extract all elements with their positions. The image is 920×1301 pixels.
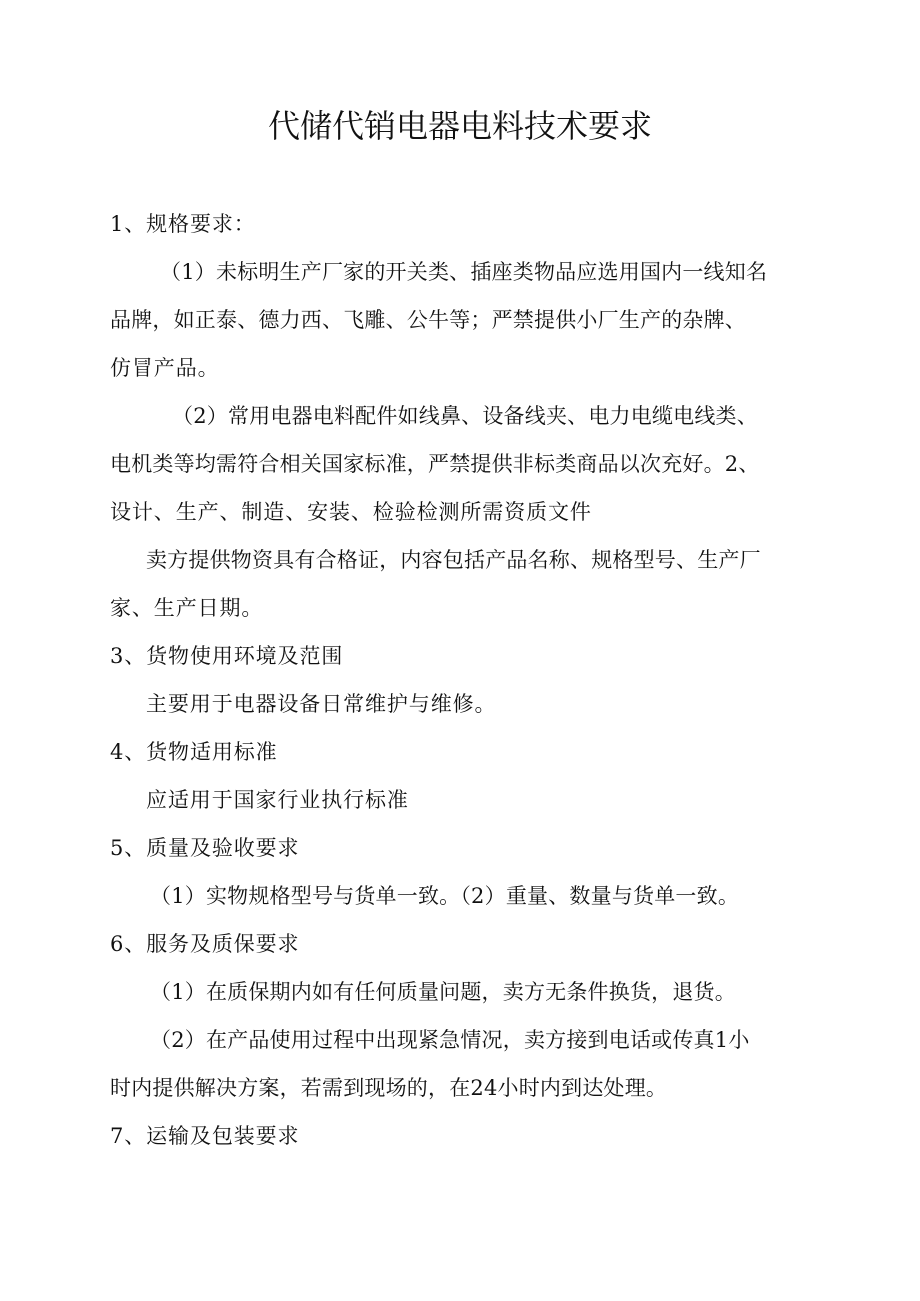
paragraph-line: 电机类等均需符合相关国家标准，严禁提供非标类商品以次充好。2、: [110, 452, 760, 476]
document-title: 代储代销电器电料技术要求: [267, 107, 652, 145]
paragraph-line: 仿冒产品。: [110, 356, 220, 380]
section-heading-1: 1、规格要求：: [110, 212, 256, 236]
paragraph-line: 主要用于电器设备日常维护与维修。: [146, 692, 497, 716]
paragraph-line: 时内提供解决方案，若需到现场的，在24小时内到达处理。: [110, 1076, 668, 1100]
paragraph-line: （1）未标明生产厂家的开关类、插座类物品应选用国内一线知名: [160, 260, 768, 284]
paragraph-line: 卖方提供物资具有合格证，内容包括产品名称、规格型号、生产厂: [146, 548, 761, 572]
paragraph-line: 品牌，如正泰、德力西、飞雕、公牛等；严禁提供小厂生产的杂牌、: [110, 308, 746, 332]
section-heading-5: 5、质量及验收要求: [110, 836, 300, 860]
paragraph-line: （2）常用电器电料配件如线鼻、设备线夹、电力电缆电线类、: [172, 404, 758, 428]
paragraph-line: （1）实物规格型号与货单一致。（2）重量、数量与货单一致。: [150, 884, 740, 908]
paragraph-line: 设计、生产、制造、安装、检验检测所需资质文件: [110, 500, 592, 524]
paragraph-line: 家、生产日期。: [110, 596, 264, 620]
section-heading-3: 3、货物使用环境及范围: [110, 644, 344, 668]
document-body: [110, 200, 822, 1160]
paragraph-line: （2）在产品使用过程中出现紧急情况，卖方接到电话或传真1小: [150, 1028, 750, 1052]
paragraph-line: （1）在质保期内如有任何质量问题，卖方无条件换货，退货。: [150, 980, 736, 1004]
paragraph-line: 应适用于国家行业执行标准: [146, 788, 409, 812]
section-heading-4: 4、货物适用标准: [110, 740, 278, 764]
section-heading-7: 7、运输及包装要求: [110, 1124, 300, 1148]
section-heading-6: 6、服务及质保要求: [110, 932, 300, 956]
